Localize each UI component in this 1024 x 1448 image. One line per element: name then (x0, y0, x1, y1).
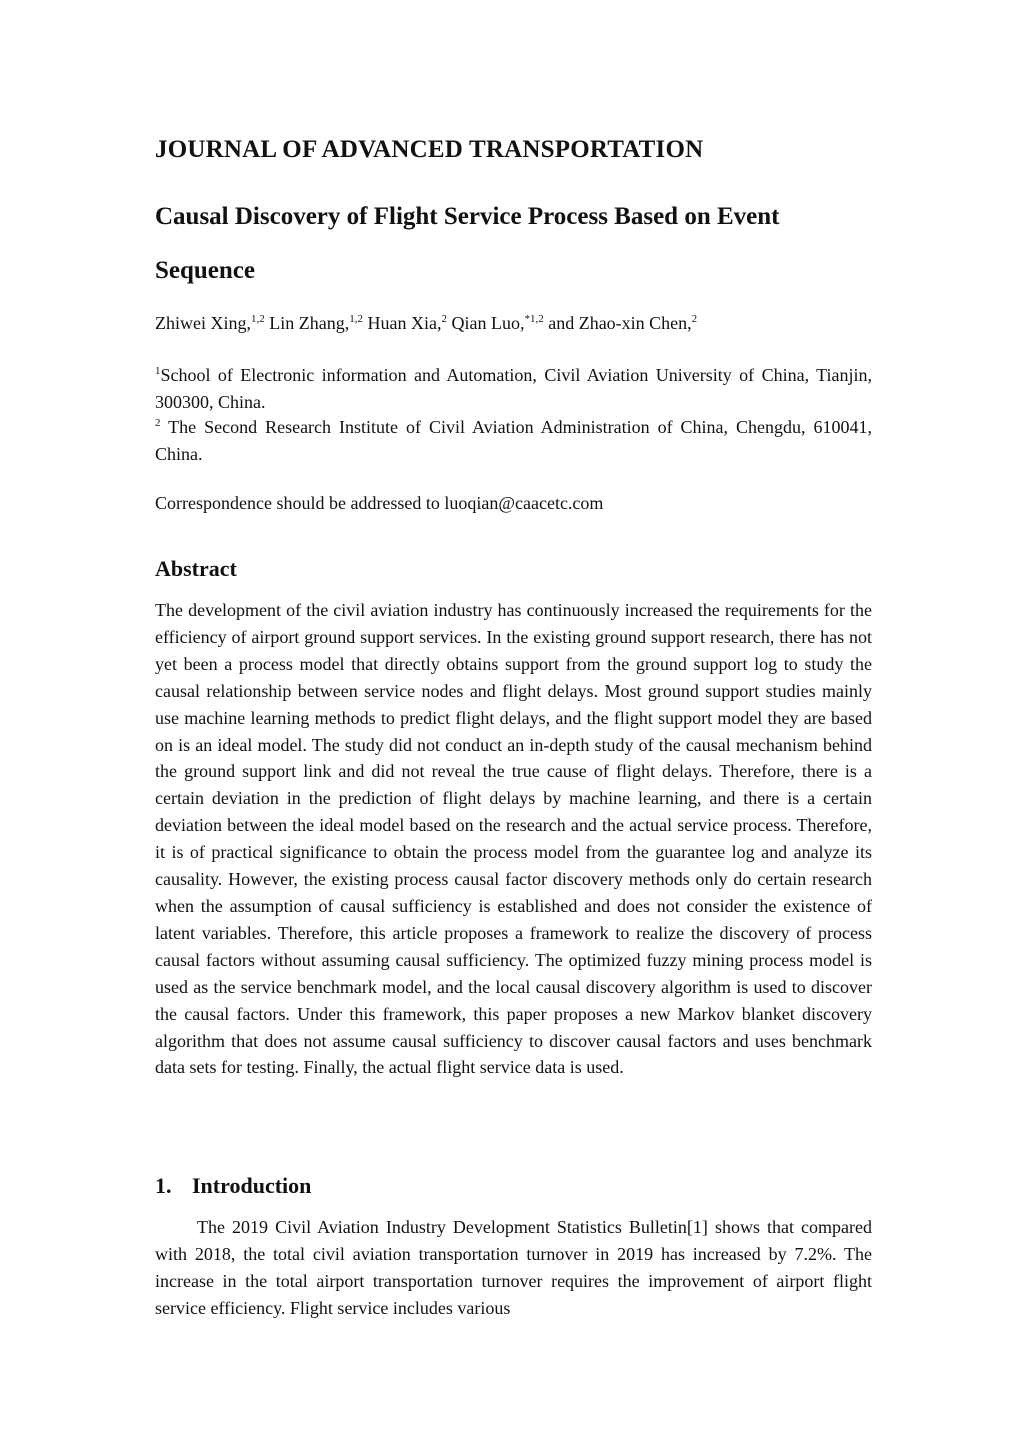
affiliation-1 (155, 362, 872, 416)
affiliation-text: School of Electronic information and Automation, Civil Aviation University of China, Tianjin, 300300, China. (155, 365, 872, 412)
paper-title: Causal Discovery of Flight Service Process Based on Event Sequence (155, 203, 780, 284)
author-affiliation-marker: 1,2 (251, 313, 265, 325)
affiliation-marker: 1 (155, 365, 161, 377)
author-name: and Zhao-xin Chen, (548, 313, 692, 333)
abstract-heading: Abstract (155, 556, 237, 581)
introduction-text: The 2019 Civil Aviation Industry Development Statistics Bulletin[1] shows that compared with 2018, the total civil aviation transportation turnover in 2019 has increased by 7.2%. The increase in the total airport transportation turnover requires the improvement of airport flight service efficiency. Flight service includes various (155, 1217, 872, 1318)
correspondence-note: Correspondence should be addressed to luoqian@caacetc.com (155, 493, 604, 513)
introduction-heading (155, 1173, 311, 1199)
author-list (155, 313, 697, 334)
author-affiliation-marker: 2 (441, 313, 447, 325)
section-number: 1. (155, 1173, 172, 1198)
author-affiliation-marker: 1,2 (349, 313, 363, 325)
journal-name: JOURNAL OF ADVANCED TRANSPORTATION (155, 136, 704, 163)
affiliation-text: The Second Research Institute of Civil Aviation Administration of China, Chengdu, 610041, China. (155, 417, 872, 464)
author-name: Qian Luo, (451, 313, 525, 333)
author-name: Huan Xia, (367, 313, 442, 333)
author-affiliation-marker: *1,2 (524, 313, 544, 325)
author-affiliation-marker: 2 (691, 313, 698, 325)
abstract-text: The development of the civil aviation industry has continuously increased the requirements for the efficiency of airport ground support services. In the existing ground support research, there has not yet been a process model that directly obtains support from the ground support log to study the causal relationship between service nodes and flight delays. Most ground support studies mainly use machine learning methods to predict flight delays, and the flight support model they are based on is an ideal model. The study did not conduct an in-depth study of the causal mechanism behind the ground support link and did not reveal the true cause of flight delays. Therefore, there is a certain deviation in the prediction of flight delays by machine learning, and there is a certain deviation between the ideal model based on the research and the actual service process. Therefore, it is of practical significance to obtain the process model from the guarantee log and analyze its causality. However, the existing process causal factor discovery methods only do certain research when the assumption of causal sufficiency is established and does not consider the existence of latent variables. Therefore, this article proposes a framework to realize the discovery of process causal factors without assuming causal sufficiency. The optimized fuzzy mining process model is used as the service benchmark model, and the local causal discovery algorithm is used to discover the causal factors. Under this framework, this paper proposes a new Markov blanket discovery algorithm that does not assume causal sufficiency to discover causal factors and uses benchmark data sets for testing. Finally, the actual flight service data is used. (155, 600, 872, 1078)
author-name: Lin Zhang, (269, 313, 350, 333)
affiliation-2 (155, 414, 872, 468)
author-name: Zhiwei Xing, (155, 313, 251, 333)
section-title: Introduction (192, 1173, 312, 1198)
affiliation-marker: 2 (155, 417, 161, 429)
